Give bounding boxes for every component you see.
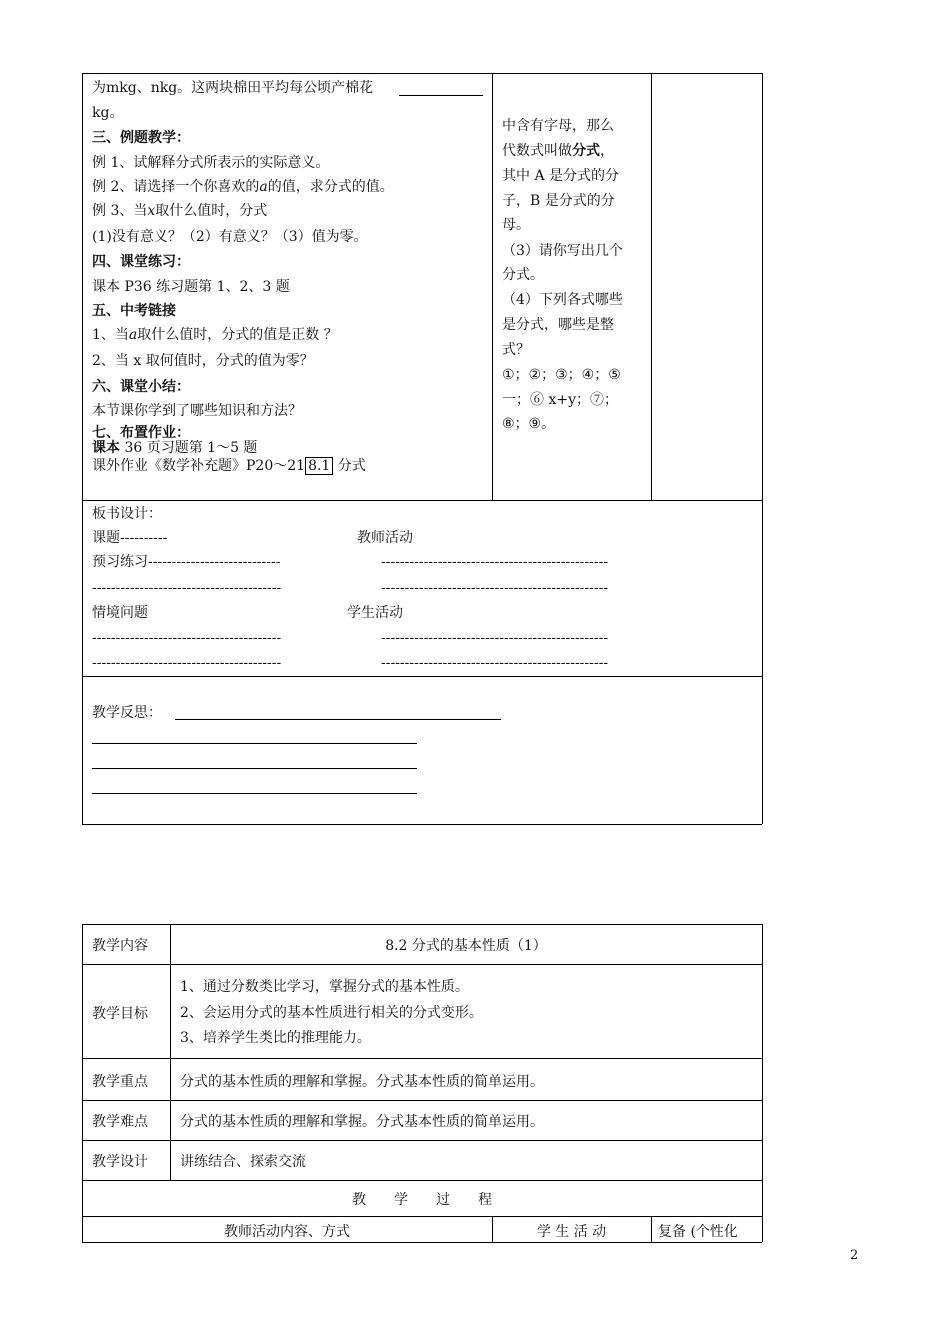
answer-blank [399,95,483,96]
homework-1: 课本 36 页习题第 1～5 题 [92,440,258,456]
goal-item: 2、会运用分式的基本性质进行相关的分式变形。 [180,1005,483,1021]
header-student-activity: 学 生 活 动 [536,1224,607,1240]
process-title: 教 学 过 程 [352,1192,492,1208]
row-label-design: 教学设计 [92,1154,148,1170]
row-label-goals: 教学目标 [92,1006,148,1022]
lesson-title: 8.2 分式的基本性质（1） [385,938,547,954]
design-text: 讲练结合、探索交流 [180,1154,306,1170]
mid-line: 一；⑥ x+y；⑦； [502,392,618,408]
goal-item: 1、通过分数类比学习，掌握分式的基本性质。 [180,979,469,995]
example-3: 例 3、当x取什么值时，分式 [92,203,268,219]
board-topic: 课题---------- [92,530,168,546]
row-label-difficulties: 教学难点 [92,1114,148,1130]
section-summary-title: 六、课堂小结： [92,379,190,395]
board-dash-line: ---------------------------------------- [92,630,282,646]
unit-kg: kg。 [92,105,124,121]
board-dash-line: ---------------------------------------- [92,580,282,596]
mid-line: （4）下列各式哪些 [502,292,623,308]
section-practice-title: 四、课堂练习： [92,254,190,270]
section-exam-link-title: 五、中考链接 [92,303,176,319]
mid-line: 是分式，哪些是整 [502,317,614,333]
summary-text: 本节课你学到了哪些知识和方法？ [92,403,302,419]
board-title: 板书设计： [92,506,162,522]
practice-text: 课本 P36 练习题第 1、2、3 题 [92,279,290,295]
board-dash-line: ------------------------------------------------ [381,630,609,646]
section-homework-title: 七、布置作业： [92,425,190,441]
mid-line: 分式。 [502,267,544,283]
board-dash-line: ------------------------------------------------ [381,655,609,671]
goal-item: 3、培养学生类比的推理能力。 [180,1030,371,1046]
header-teacher-activity: 教师活动内容、方式 [224,1224,350,1240]
homework-2: 课外作业《数学补充题》P20～21 8.1 分式 [92,458,366,474]
reflection-label: 教学反思： [92,705,162,721]
mid-line: ⑧；⑨。 [502,416,556,432]
example-1: 例 1、试解释分式所表示的实际意义。 [92,155,330,171]
difficulties-text: 分式的基本性质的理解和掌握。分式基本性质的简单运用。 [180,1114,544,1130]
mid-line: ①；②；③；④；⑤ [502,367,621,383]
mid-line-definition: 代数式叫做分式， [502,143,614,159]
section-number-box: 8.1 [305,457,333,475]
example-3-options: (1)没有意义？（2）有意义？（3）值为零。 [92,229,368,245]
key-points-text: 分式的基本性质的理解和掌握。分式基本性质的简单运用。 [180,1074,544,1090]
section-example-title: 三、例题教学： [92,130,190,146]
board-situation: 情境问题 [92,605,148,621]
mid-line: 其中 A 是分式的分 [502,168,620,184]
page-number: 2 [850,1248,859,1263]
example-2: 例 2、请选择一个你喜欢的a的值，求分式的值。 [92,179,394,195]
reflection-blank [92,743,417,744]
mid-line: 母。 [502,217,530,233]
exam-link-2: 2、当 x 取何值时，分式的值为零？ [92,353,314,369]
header-review: 复备 (个性化 [658,1224,738,1240]
exam-link-1: 1、当a取什么值时，分式的值是正数 ？ [92,327,338,343]
reflection-blank [175,719,501,720]
board-dash-line: ---------------------------------------- [92,655,282,671]
board-dash-line: ------------------------------------------------ [381,580,609,596]
board-preview: 预习练习---------------------------- [92,554,281,570]
board-dash-line: ------------------------------------------------ [381,554,609,570]
row-label-content: 教学内容 [92,938,148,954]
yield-question-line: 为mkg、nkg。这两块棉田平均每公顷产棉花 [92,80,374,96]
mid-line: 中含有字母，那么 [502,118,614,134]
board-student-activity: 学生活动 [347,605,403,621]
mid-line: 式？ [502,342,530,358]
reflection-blank [92,793,417,794]
row-label-key-points: 教学重点 [92,1074,148,1090]
mid-line: （3）请你写出几个 [502,243,623,259]
reflection-blank [92,768,417,769]
board-teacher-activity: 教师活动 [357,530,413,546]
mid-line: 子，B 是分式的分 [502,193,615,209]
